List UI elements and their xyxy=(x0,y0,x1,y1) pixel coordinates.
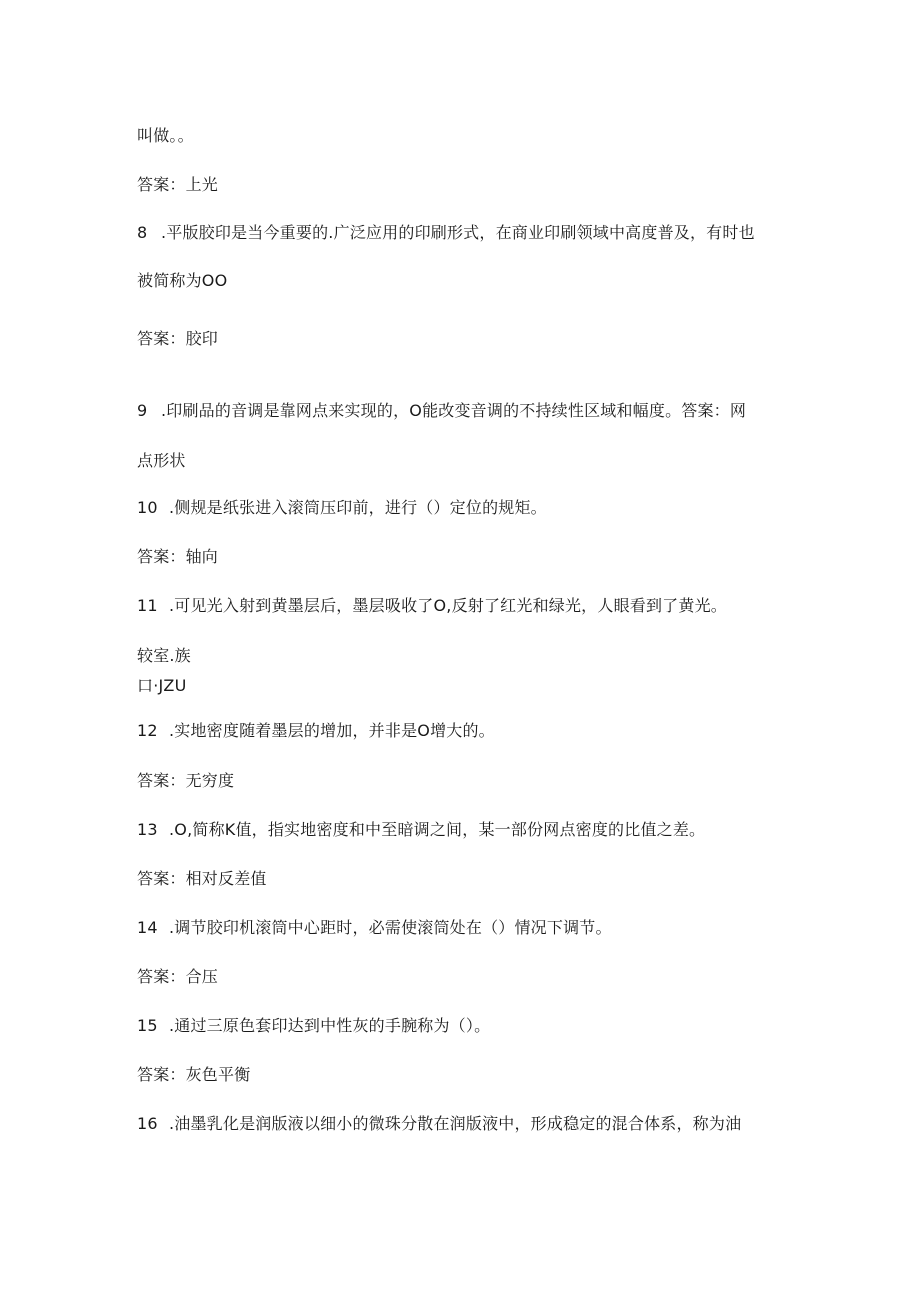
answer-line: 答案：灰色平衡 xyxy=(137,1065,251,1084)
question-number: 16 xyxy=(137,1114,158,1133)
question-number: 10 xyxy=(137,498,158,517)
question-13: 13 .O,简称K值，指实地密度和中至暗调之间，某一部份网点密度的比值之差。 xyxy=(137,820,706,839)
question-9: 9 .印刷品的音调是靠网点来实现的，O能改变音调的不持续性区域和幅度。答案：网 xyxy=(137,401,747,420)
answer-line: 答案：无穷度 xyxy=(137,771,235,790)
text-line: 点形状 xyxy=(137,451,186,470)
question-12: 12 .实地密度随着墨层的增加，并非是O增大的。 xyxy=(137,721,495,740)
text-line: 叫做。。 xyxy=(137,126,194,145)
answer-line: 答案：轴向 xyxy=(137,547,219,566)
question-10: 10 .侧规是纸张进入滚筒压印前，进行（）定位的规矩。 xyxy=(137,498,547,517)
question-8: 8 .平版胶印是当今重要的.广泛应用的印刷形式，在商业印刷领域中高度普及，有时也 xyxy=(137,223,755,242)
question-15: 15 .通过三原色套印达到中性灰的手腕称为（）。 xyxy=(137,1016,491,1035)
answer-line: 答案：上光 xyxy=(137,175,219,194)
question-number: 14 xyxy=(137,918,158,937)
answer-line: 答案：合压 xyxy=(137,967,219,986)
question-number: 8 xyxy=(137,223,148,242)
question-14: 14 .调节胶印机滚筒中心距时，必需使滚筒处在（）情况下调节。 xyxy=(137,918,612,937)
question-number: 11 xyxy=(137,596,158,615)
text-line: 口·JZU xyxy=(137,676,187,695)
text-line: 较室.族 xyxy=(137,646,191,665)
answer-line: 答案：相对反差值 xyxy=(137,869,267,888)
question-11: 11 .可见光入射到黄墨层后，墨层吸收了O,反射了红光和绿光，人眼看到了黄光。 xyxy=(137,596,727,615)
question-number: 13 xyxy=(137,820,158,839)
question-number: 12 xyxy=(137,721,158,740)
question-16: 16 .油墨乳化是润版液以细小的微珠分散在润版液中，形成稳定的混合体系，称为油 xyxy=(137,1114,742,1133)
text-line: 被简称为OO xyxy=(137,271,228,290)
answer-line: 答案：胶印 xyxy=(137,329,219,348)
question-number: 9 xyxy=(137,401,148,420)
question-number: 15 xyxy=(137,1016,158,1035)
